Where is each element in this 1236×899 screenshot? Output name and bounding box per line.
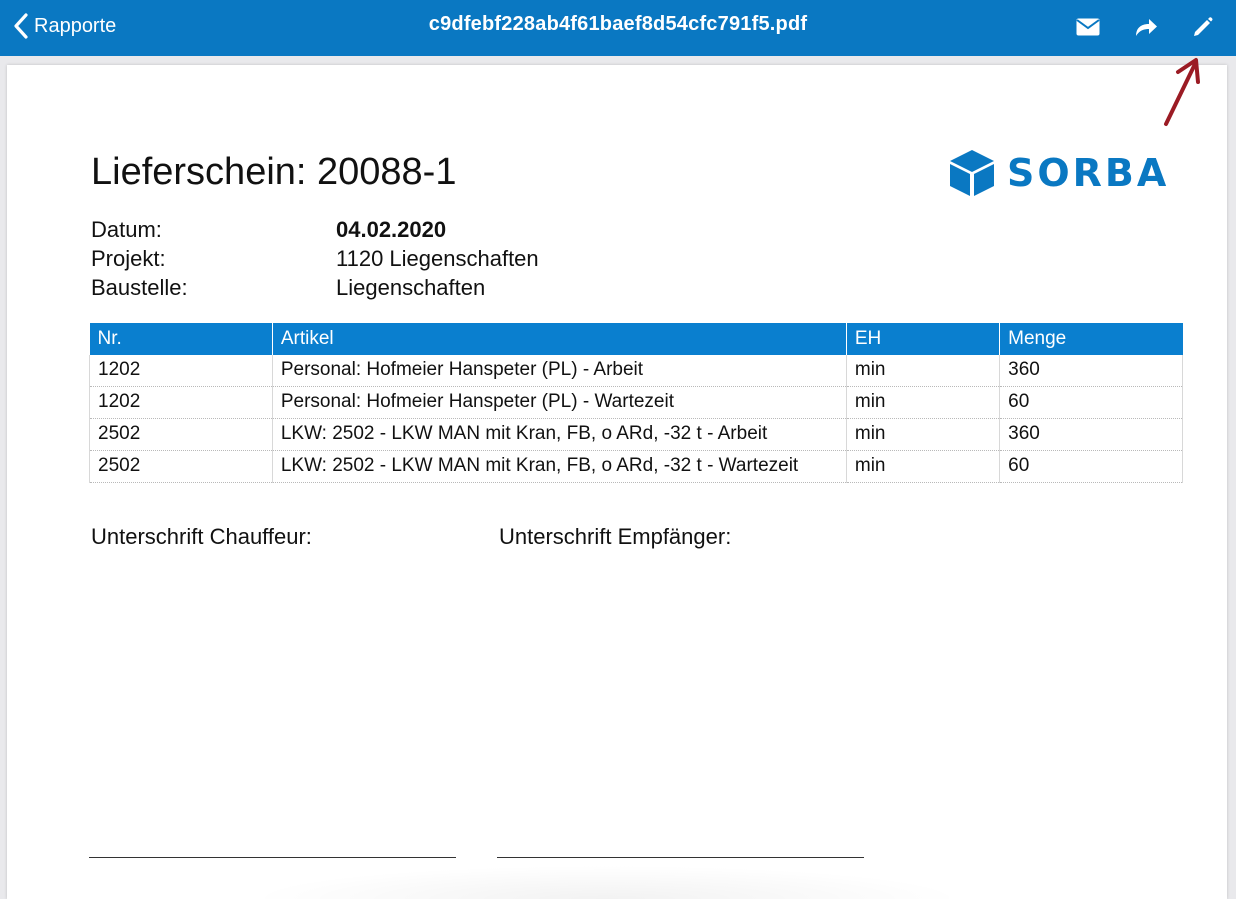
signature-driver-line xyxy=(89,857,456,858)
table-cell: min xyxy=(846,451,999,483)
items-table xyxy=(89,323,1183,483)
info-label: Projekt: xyxy=(91,246,166,271)
table-cell: 60 xyxy=(1000,451,1183,483)
table-cell: 360 xyxy=(1000,355,1183,387)
table-cell: 360 xyxy=(1000,419,1183,451)
table-row xyxy=(90,451,1183,483)
delivery-info xyxy=(91,215,539,302)
signature-recipient-label: Unterschrift Empfänger: xyxy=(499,524,732,549)
table-cell: 1202 xyxy=(90,387,273,419)
table-cell: min xyxy=(846,355,999,387)
info-value: 1120 Liegenschaften xyxy=(336,246,539,271)
info-label: Datum: xyxy=(91,217,162,242)
edit-button[interactable] xyxy=(1188,12,1218,42)
mail-button[interactable] xyxy=(1073,12,1103,42)
sorba-logo xyxy=(947,147,1187,199)
document-heading: Lieferschein: 20088-1 xyxy=(91,151,457,193)
info-row-date xyxy=(91,215,539,244)
back-button-label: Rapporte xyxy=(34,14,117,37)
table-row xyxy=(90,387,1183,419)
column-header: EH xyxy=(846,323,999,355)
mail-icon xyxy=(1076,18,1100,36)
page-bottom-shadow xyxy=(247,865,967,899)
pdf-page xyxy=(7,65,1227,899)
signature-driver-label: Unterschrift Chauffeur: xyxy=(91,524,312,549)
cube-logo-icon xyxy=(947,148,997,198)
table-row xyxy=(90,419,1183,451)
table-cell: 2502 xyxy=(90,451,273,483)
table-row xyxy=(90,355,1183,387)
signature-recipient-line xyxy=(497,857,864,858)
table-cell: Personal: Hofmeier Hanspeter (PL) - Arbeit xyxy=(272,355,846,387)
table-cell: 60 xyxy=(1000,387,1183,419)
table-cell: LKW: 2502 - LKW MAN mit Kran, FB, o ARd, -32 t - Arbeit xyxy=(272,419,846,451)
info-value: Liegenschaften xyxy=(336,275,486,300)
table-cell: min xyxy=(846,419,999,451)
info-value: 04.02.2020 xyxy=(336,217,447,242)
share-icon xyxy=(1134,17,1158,37)
table-cell: LKW: 2502 - LKW MAN mit Kran, FB, o ARd, -32 t - Wartezeit xyxy=(272,451,846,483)
share-button[interactable] xyxy=(1131,12,1161,42)
table-cell: Personal: Hofmeier Hanspeter (PL) - Wartezeit xyxy=(272,387,846,419)
info-row-project xyxy=(91,244,539,273)
column-header: Menge xyxy=(1000,323,1183,355)
table-cell: min xyxy=(846,387,999,419)
document-title: c9dfebf228ab4f61baef8d54cfc791f5.pdf xyxy=(428,13,808,35)
table-cell: 2502 xyxy=(90,419,273,451)
logo-wordmark: SORBA xyxy=(1007,151,1170,195)
column-header: Nr. xyxy=(90,323,273,355)
info-row-site xyxy=(91,273,539,302)
table-cell: 1202 xyxy=(90,355,273,387)
info-label: Baustelle: xyxy=(91,275,188,300)
table-header-row xyxy=(90,323,1183,355)
edit-pencil-icon xyxy=(1192,16,1214,38)
column-header: Artikel xyxy=(272,323,846,355)
top-toolbar xyxy=(0,0,1236,56)
